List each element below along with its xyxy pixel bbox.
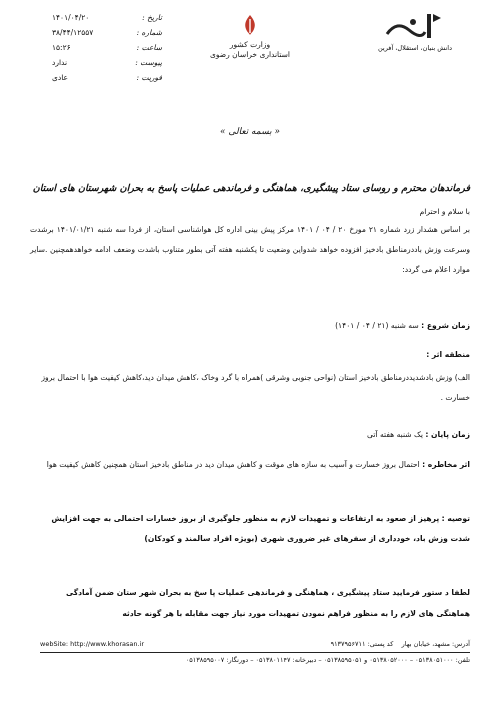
meta-attachment [52,55,162,70]
footer-address: آدرس: مشهد، خیابان بهار [401,640,470,648]
addressee: فرماندهان محترم و روسای ستاد پیشگیری، هماهنگی و فرماندهی عملیات پاسخ به بحران شهرستان های استان [32,183,470,194]
iran-emblem-icon [239,14,261,36]
letter-meta [52,10,162,85]
meta-date-label: تاریخ : [142,13,162,22]
footer-divider [40,652,470,653]
greeting: با سلام و احترام [419,207,470,216]
meta-date [52,10,162,25]
advice [30,509,470,549]
meta-time-value: ۱۵:۲۶ [52,43,71,52]
meta-attachment-label: پیوست : [135,58,162,67]
region-body: الف) وزش بادشدیددرمناطق بادخیز استان (نواحی جنوبی وشرقی )همراه با گرد وخاک ،کاهش میدان دید،کاهش کیفیت هوا با احتمال بروز خسارت . [41,373,470,402]
footer-website[interactable]: webSite: http://www.khorasan.ir [40,640,145,648]
meta-urgency [52,70,162,85]
bismillah: « بسمه تعالی » [220,127,280,137]
hazard-label: اثر مخاطره : [422,460,470,469]
meta-number-value: ۳۸/۴۴/۱۲۵۵۷ [52,28,94,37]
region-label: منطقه اثر : [426,350,470,359]
hazard-effect [30,455,470,475]
start-value: سه شنبه (۲۱ / ۰۴ / ۱۴۰۱) [335,321,419,330]
meta-urgency-value: عادی [52,73,68,82]
end-time [30,427,470,443]
intro-paragraph: بر اساس هشدار زرد شماره ۲۱ مورخ ۲۰ / ۰۴ / ۱۴۰۱ مرکز پیش بینی اداره کل هواشناسی استان، از فردا سه شنبه ۱۴۰۱/۰۱/۲۱ برشدت وسرعت وزش باددرمناطق بادخیز افزوده خواهد شدواین وضعیت تا یکشنبه هفته آتی بطور متناوب باشدت وضعف ادامه خواهدهمچنین .سایر موارد اعلام می گردد: [30,225,471,274]
org-motto: دانش بنیان، استقلال، آفرین [377,44,453,52]
governorate-name: استانداری خراسان رضوی [210,50,290,59]
meta-urgency-label: فوریت : [136,73,162,82]
footer-top-line [40,640,470,650]
hazard-value: احتمال بروز خسارت و آسیب به سازه های موقت و کاهش میدان دید در مناطق بادخیز استان همچنین کاهش کیفیت هوا [46,460,420,469]
start-label: زمان شروع : [421,321,470,330]
meta-number-label: شماره : [136,28,162,37]
meta-attachment-value: ندارد [52,58,68,67]
advice-value: پرهیز از صعود به ارتفاعات و تمهیدات لازم به منظور جلوگیری از بروز خسارات احتمالی به جهت افزایش شدت وزش باد، خودداری از سفرهای غیر ضروری شهری (بویژه افراد سالمند و کودکان) [51,514,470,543]
request-paragraph: لطفا د ستور فرمایید ستاد پیشگیری ، هماهنگی و فرماندهی عملیات پا سخ به بحران شهر ستان ضمن آمادگی هماهنگی های لازم را به منظور فراهم نمودن تمهیدات مورد نیاز جهت مقابله با هر گونه حادثه [66,588,470,618]
meta-date-value: ۱۴۰۱/۰۴/۲۰ [52,13,90,22]
end-label: زمان پایان : [425,430,470,439]
ministry-name: وزارت کشور [229,40,271,49]
meta-time-label: ساعت : [136,43,162,52]
footer-postal: کد پستی: ۹۱۳۷۹۵۶۷۱۱ [330,640,394,648]
footer-phones: تلفن: ۰۵۱۳۸۰۵۱۰۰۰ – ۰۵۱۳۸۰۵۲۰۰۰ و ۰۵۱۳۸۵۹۵۰۵۱ – دبیرخانه: ۰۵۱۳۸۰۱۱۴۷ – دورنگار: ۰۵۱۳۸۵۹۵۰۰۷ [185,656,470,664]
start-time [30,318,470,334]
region-heading [30,347,470,363]
logo-mark-icon [383,12,447,42]
advice-label: توصیه : [441,514,470,523]
meta-time [52,40,162,55]
footer-address-block [331,640,470,650]
org-logo [360,12,470,52]
meta-number [52,25,162,40]
government-emblem [205,14,295,60]
end-value: یک شنبه هفته آتی [367,430,423,439]
footer [40,640,470,664]
